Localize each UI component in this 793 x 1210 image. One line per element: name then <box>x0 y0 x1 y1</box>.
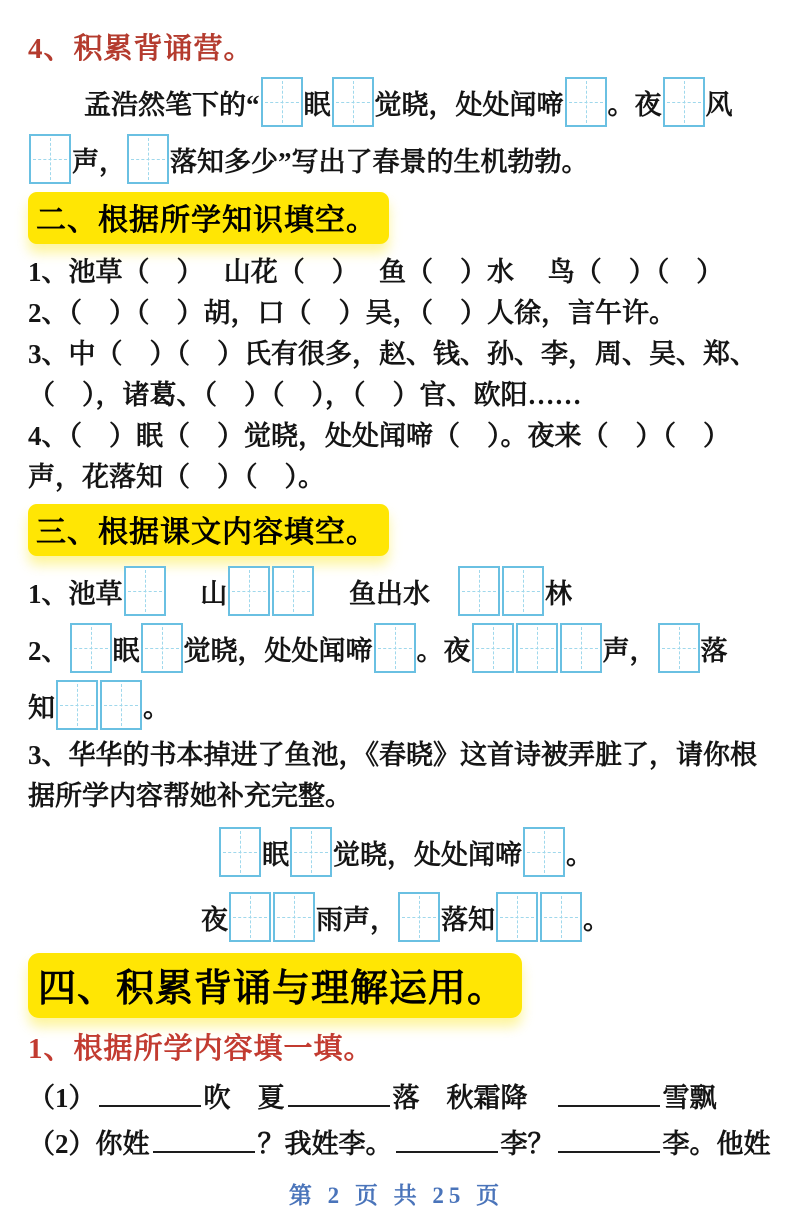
answer-blank-line <box>99 1083 201 1107</box>
text-segment: 山 <box>166 578 228 609</box>
worksheet-box-line <box>28 621 783 675</box>
text-segment: ？我姓李。 <box>257 1129 393 1159</box>
answer-blank-line <box>288 1083 390 1107</box>
text-segment: 觉晓，处处闻啼 <box>183 635 373 666</box>
text-segment: 声， <box>602 635 657 666</box>
tianzige-answer-box <box>273 892 315 942</box>
tianzige-answer-box <box>502 566 544 616</box>
text-segment: 落 秋霜降 <box>392 1083 555 1113</box>
red-heading: 4、积累背诵营。 <box>28 33 254 65</box>
worksheet-text-line: 3、华华的书本掉进了鱼池，《春晓》这首诗被弄脏了，请你根 <box>28 740 757 770</box>
text-segment: 风 <box>705 89 733 120</box>
tianzige-answer-box <box>496 892 538 942</box>
text-segment: 。夜 <box>607 89 662 120</box>
tianzige-answer-box <box>219 827 261 877</box>
tianzige-answer-box <box>272 566 314 616</box>
tianzige-answer-box <box>540 892 582 942</box>
section-heading-row <box>28 192 783 244</box>
tianzige-answer-box <box>141 623 183 673</box>
text-segment: 孟浩然笔下的“ <box>84 89 260 120</box>
text-segment: 李。他姓 <box>662 1129 771 1159</box>
tianzige-answer-box <box>663 77 705 127</box>
tianzige-answer-box <box>29 134 71 184</box>
text-segment: （1） <box>28 1083 96 1113</box>
yellow-section-heading: 二、根据所学知识填空。 <box>28 192 389 244</box>
text-segment: 林 <box>545 578 572 609</box>
worksheet-text-line: （ ），诸葛、（ ）（ ），（ ）官、欧阳…… <box>28 380 582 410</box>
worksheet-text-line: 据所学内容帮她补充完整。 <box>28 781 352 811</box>
text-segment: 。 <box>566 839 593 870</box>
tianzige-answer-box <box>458 566 500 616</box>
worksheet-box-line <box>28 132 783 186</box>
worksheet-text-line: 1、池草（ ） 山花（ ） 鱼（ ）水 鸟（ ）（ ） <box>28 257 724 287</box>
text-segment: 雪飘 <box>662 1083 717 1113</box>
answer-blank-line <box>558 1129 660 1153</box>
text-segment: 1、池草 <box>28 578 123 609</box>
worksheet-box-line <box>28 75 783 129</box>
tianzige-answer-box <box>472 623 514 673</box>
text-segment: 鱼出水 <box>315 578 457 609</box>
answer-blank-line <box>396 1129 498 1153</box>
text-segment: 知 <box>28 692 55 723</box>
answer-blank-line <box>153 1129 255 1153</box>
answer-blank-line <box>558 1083 660 1107</box>
red-subheading: 1、根据所学内容填一填。 <box>28 1033 374 1065</box>
worksheet-text-line: 2、（ ）（ ）胡，口（ ）吴，（ ）人徐，言午许。 <box>28 298 676 328</box>
text-segment: 声， <box>72 146 126 177</box>
text-segment: 李？ <box>500 1129 555 1159</box>
text-segment: 。 <box>143 692 170 723</box>
tianzige-answer-box <box>261 77 303 127</box>
text-segment: 。 <box>583 904 610 935</box>
text-segment: 。夜 <box>416 635 471 666</box>
worksheet-box-line <box>28 678 783 732</box>
tianzige-answer-box <box>70 623 112 673</box>
tianzige-answer-box <box>290 827 332 877</box>
worksheet-box-line <box>28 564 783 618</box>
worksheet-blank-line <box>28 1075 783 1121</box>
text-segment: 落知多少”写出了春景的生机勃勃。 <box>170 146 589 177</box>
text-segment: 眠 <box>303 89 331 120</box>
tianzige-answer-box <box>516 623 558 673</box>
worksheet-text-line: 3、中（ ）（ ）氏有很多，赵、钱、孙、李，周、吴、郑、 <box>28 339 757 369</box>
tianzige-answer-box <box>124 566 166 616</box>
worksheet-blank-line <box>28 1121 783 1167</box>
section-heading-row <box>28 504 783 556</box>
worksheet-box-line <box>28 822 783 882</box>
worksheet-text-line: 声，花落知（ ）（ ）。 <box>28 462 325 492</box>
worksheet-box-line <box>28 887 783 947</box>
text-segment: 觉晓，处处闻啼 <box>374 89 564 120</box>
tianzige-answer-box <box>127 134 169 184</box>
text-segment: （2）你姓 <box>28 1129 150 1159</box>
text-segment: 觉晓，处处闻啼 <box>333 839 522 870</box>
tianzige-answer-box <box>565 77 607 127</box>
page-number-footer: 第 2 页 共 25 页 <box>288 1183 505 1208</box>
text-segment: 落知 <box>441 904 495 935</box>
text-segment: 落 <box>700 635 728 666</box>
yellow-section-heading: 四、积累背诵与理解运用。 <box>28 953 522 1018</box>
tianzige-answer-box <box>374 623 416 673</box>
text-segment: 2、 <box>28 635 69 666</box>
worksheet-text-line: 4、（ ）眠（ ）觉晓，处处闻啼（ ）。夜来（ ）（ ） <box>28 421 730 451</box>
text-segment: 雨声， <box>316 904 397 935</box>
tianzige-answer-box <box>523 827 565 877</box>
tianzige-answer-box <box>658 623 700 673</box>
yellow-section-heading: 三、根据课文内容填空。 <box>28 504 389 556</box>
text-segment: 眠 <box>262 839 289 870</box>
tianzige-answer-box <box>100 680 142 730</box>
text-segment: 吹 夏 <box>203 1083 285 1113</box>
text-segment: 眠 <box>112 635 140 666</box>
tianzige-answer-box <box>56 680 98 730</box>
tianzige-answer-box <box>560 623 602 673</box>
tianzige-answer-box <box>228 566 270 616</box>
text-segment: 夜 <box>201 904 228 935</box>
tianzige-answer-box <box>398 892 440 942</box>
tianzige-answer-box <box>332 77 374 127</box>
section-heading-row <box>28 953 783 1018</box>
tianzige-answer-box <box>229 892 271 942</box>
